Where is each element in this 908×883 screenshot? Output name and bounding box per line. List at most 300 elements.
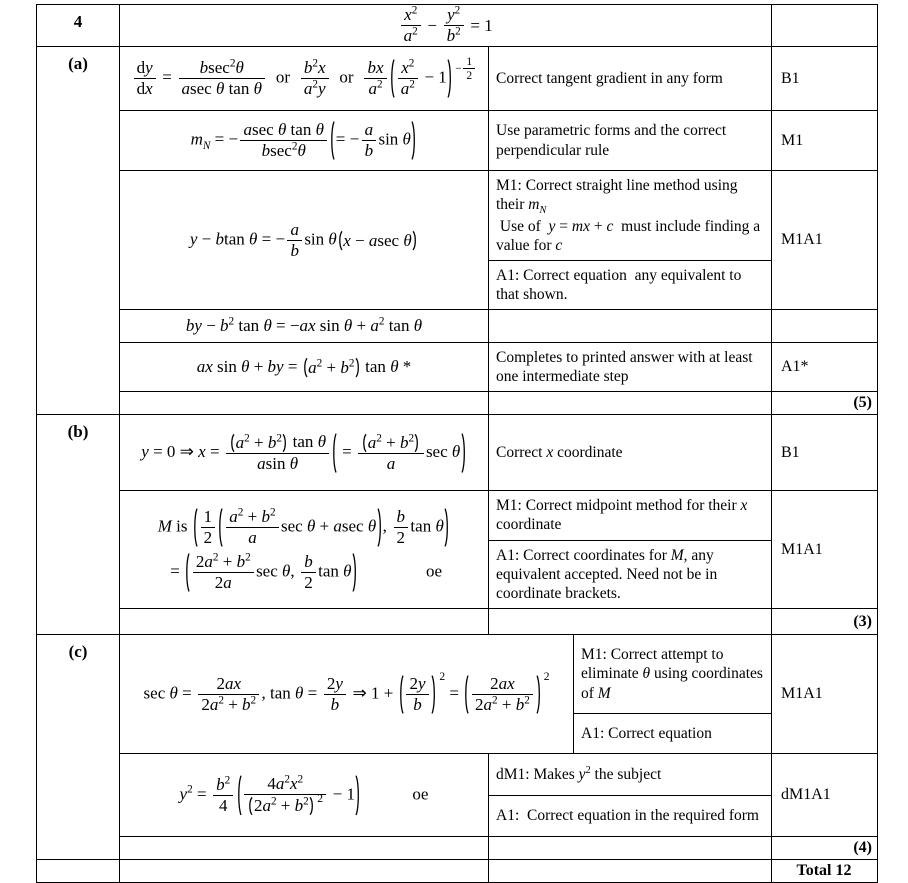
math-line [166,550,442,595]
fraction [362,120,377,161]
math-var: x [343,230,351,250]
math-text: M1: Correct attempt to eliminate [581,646,728,683]
fraction [301,58,329,99]
math-text: sec [425,441,452,461]
math-line [180,772,429,819]
math-var: y [335,673,343,693]
math-text: 2 [203,527,213,547]
superscript [251,694,257,706]
paren-glyph [352,553,357,592]
working-cell [120,754,489,836]
math-text: 2 [312,78,318,91]
part-label: (a) [37,47,120,414]
numerator [193,552,254,572]
math-text: Correct [496,443,547,461]
math-text: 2 [228,315,235,328]
math-text: 2 [237,505,244,518]
math-text: tan [318,561,344,581]
math-text: + [249,432,268,452]
comment-subcell [574,635,771,713]
superscript [245,551,251,563]
numerator [213,775,233,795]
part-body [120,635,877,859]
math-text: ⇒ 1 + [348,683,398,703]
math-var: y [141,441,149,461]
comment-text [496,806,764,825]
math-text: 2 [409,673,418,693]
math-var: y [417,673,426,693]
math-var: x [401,58,409,78]
math-var: M [670,546,684,564]
numerator [287,220,302,240]
comment-cell [489,343,772,391]
working-cell [120,111,489,170]
math-text: = [303,683,322,703]
math-var: a [368,230,378,250]
numerator [444,5,464,25]
math-var: N [539,205,547,217]
math-text: M1: Correct midpoint method for their [496,497,741,515]
numerator [463,55,475,69]
fraction [134,58,156,99]
comment-subcell [489,47,771,110]
math-text: 2 [276,431,282,444]
fraction [364,58,386,99]
math-text: A1: Correct equation in the required form [496,807,759,825]
question-number: 4 [37,5,120,46]
superscript [409,57,415,69]
math-var: b [294,796,304,816]
subscript [539,205,546,216]
math-var: a [368,79,377,99]
math-text: sec [208,58,230,78]
math-text: must include finding a value for [496,217,765,254]
comment-subcell [489,171,771,260]
superscript [412,4,418,16]
math-var: θ [169,683,178,703]
math-var: b [199,58,209,78]
part-body [120,415,877,634]
math-var: a [303,79,313,99]
paren-group [361,433,420,453]
mark-label: B1 [781,69,800,87]
math-var: x [740,497,748,515]
math-text: 4 [218,795,228,815]
superscript [455,4,461,16]
math-var: b [290,240,299,260]
numerator [362,120,377,140]
math-text: 2 [317,791,323,805]
math-var: M [157,516,172,535]
math-var: N [202,139,211,152]
math-text: or [267,67,299,87]
math-text: + [315,516,334,535]
superscript [303,796,309,808]
fraction [406,674,428,715]
superscript [409,432,415,444]
math-text: 2 [524,694,530,707]
mark-scheme-table [36,4,878,883]
math-text: 2 [291,140,298,153]
comment-text [496,217,764,255]
working-cell [120,860,489,882]
fraction [287,220,302,261]
math-var: θ [367,516,377,535]
math-text: Use of [496,217,549,235]
math-text: tan [410,516,436,535]
math-var: x [318,58,326,78]
fraction [226,507,278,548]
math-line [141,430,466,476]
fraction [226,432,329,474]
math-text: tan [223,229,250,249]
math-text: = [192,784,211,804]
math-text: tan [384,316,414,336]
subtotal-cell: (5) [853,394,872,412]
math-text: d [136,58,146,78]
math-text: 2 [250,694,257,707]
math-text: + [381,432,400,452]
math-text: = − [210,129,239,149]
math-text: = 0 ⇒ [148,441,199,461]
math-text: sec [341,516,368,535]
exponent [455,55,477,83]
math-text: 2 [284,773,290,786]
math-text: is [171,516,192,535]
math-text: 2 [297,773,304,786]
math-text: sin [265,453,290,473]
math-text: tan [224,79,254,99]
part-row [37,414,877,634]
math-var: y [447,5,455,24]
math-var: b [261,141,271,161]
math-var: θ [306,516,316,535]
scheme-row [120,170,877,309]
math-text: using coordinates of [581,665,767,702]
math-text: 2 [212,550,219,563]
math-text: , [290,561,299,581]
math-var: θ [282,561,291,581]
math-text: 2 [187,783,193,796]
comment-subcell [489,260,771,309]
math-var: θ [295,683,304,703]
math-var: θ [403,230,412,250]
comment-subcell [489,491,771,539]
math-text: 2 [270,795,277,808]
paren-glyph [447,59,452,98]
math-text: = 1 [466,15,493,35]
math-text: − 1 [420,67,447,87]
math-var: θ [263,316,272,336]
math-var: a [400,79,410,99]
comment-cell [489,609,772,634]
math-text: = [158,67,177,87]
question-number-cell [37,860,120,882]
math-var: θ [435,516,444,535]
math-var: y [189,229,198,249]
math-text: 2 [396,527,406,547]
fraction [398,58,418,99]
numerator [226,507,278,527]
math-var: ax [196,356,213,376]
math-var: b [304,551,313,571]
fraction [394,507,409,548]
math-text: sec [280,516,307,535]
comment-subcell [489,795,771,837]
comment-text [496,121,764,159]
paren-glyph [303,358,308,377]
comment-text [581,645,767,703]
denominator [472,694,533,715]
comment-text [496,69,764,88]
math-var: θ [343,561,352,581]
total-cell: Total 12 [796,862,852,880]
comment-cell [489,860,772,882]
math-var: b [236,551,246,571]
math-var: b [242,694,251,714]
comment-text [496,546,764,604]
superscript [270,506,276,518]
math-var: b [303,58,313,78]
paren-glyph [355,358,360,377]
denominator [193,572,254,593]
math-var: a [262,796,271,816]
math-var: a [333,516,342,535]
math-text: tan [234,316,264,336]
math-text: 4 [267,773,276,793]
comment-subcell [574,713,771,753]
math-text: d [136,79,146,99]
fraction [201,507,216,548]
numerator [226,432,329,453]
paren-group [463,674,541,715]
math-line [158,505,451,550]
paren-group [236,774,362,817]
math-text: A1: Correct coordinates for [496,546,671,564]
numerator [324,674,346,694]
denominator [394,527,409,548]
denominator [226,453,329,474]
math-text: + [352,316,371,336]
math-var: M [597,684,611,702]
math-text: sec [377,230,404,250]
working-cell [120,635,574,753]
paren-glyph [309,797,314,815]
math-text: 2 [585,764,591,776]
paren-group [184,552,358,593]
math-var: a [290,219,299,239]
math-text: , any equivalent accepted. Need not be in coordinate brackets. [496,546,722,602]
numerator [179,58,265,78]
math-text: , [382,516,392,535]
part-label: (b) [37,415,120,634]
mark-label: M1A1 [781,540,823,558]
math-line [131,56,477,101]
scheme-row [120,753,877,836]
comment-subcell [489,343,771,391]
paren-power-group [247,791,323,816]
math-text: sin [378,129,403,149]
math-text: coordinate [553,443,623,461]
math-var: c [606,217,614,235]
comment-cell [489,392,772,414]
exponent [544,670,550,684]
math-text: sec [143,683,170,703]
paren-group [337,230,418,251]
math-text: = [205,441,224,461]
math-var: a [181,79,190,99]
math-text: = − [335,129,360,149]
math-text: 1 [203,506,213,526]
mark-cell [772,310,877,341]
math-text: * [398,356,412,376]
mark-cell [772,415,877,490]
math-text: 2 [326,673,336,693]
superscript [377,78,383,90]
math-var: ax [224,673,241,693]
math-var: b [396,506,406,526]
superscript [524,694,530,706]
math-text: 2 [454,4,461,17]
math-var: by [185,316,202,336]
working-cell [120,837,489,859]
numerator [201,507,216,527]
math-text: sec [270,141,292,161]
math-var: a [204,551,213,571]
math-text: sin [212,356,242,376]
comment-text [496,348,764,386]
fraction [198,674,259,715]
math-var: θ [215,79,225,99]
paren-glyph [237,775,242,816]
fraction [401,5,421,46]
paren-glyph [332,433,337,473]
math-var: a [403,26,413,46]
math-text: 2 [214,572,224,592]
math-var: a [235,432,245,452]
comment-text [496,266,764,304]
math-text: − [350,230,369,250]
math-text: 2 [412,25,418,38]
question-equation [120,5,772,46]
working-cell [120,415,489,490]
paren-glyph [248,797,253,815]
comment-text [496,765,764,784]
math-text: 2 [378,315,385,328]
superscript [409,78,415,90]
paren-power-group [398,670,446,715]
math-text: 2 [216,673,225,693]
math-text: + [590,217,607,235]
math-text: = [165,561,185,581]
math-line [186,313,422,338]
math-text: 2 [312,57,318,70]
math-text: M1: Correct straight line method using their [496,177,742,214]
math-var: a [275,773,285,793]
math-var: m [190,129,203,149]
math-var: θ [328,229,337,249]
math-var: y [578,765,586,783]
mark-cell [772,171,877,309]
superscript [276,432,282,444]
subtotal-row [120,391,877,414]
numerator [406,674,428,694]
math-var: θ [451,441,461,461]
superscript [349,357,355,369]
math-text: 2 [244,431,250,444]
math-text: − [455,61,462,75]
paren-group [247,796,315,816]
math-text: sin [315,316,344,336]
mark-cell [772,343,877,391]
math-line [191,118,418,163]
math-text: − [423,15,442,35]
mark-label: M1 [781,131,804,149]
math-var: b [400,432,409,452]
math-var: θ [390,356,399,376]
numerator [301,552,316,572]
paren-glyph [399,675,404,714]
part-body [120,47,877,414]
math-text: = [337,441,356,461]
paren-power-group [389,54,477,99]
math-var: y [548,217,556,235]
denominator [358,453,423,474]
subtotal-cell: (4) [853,839,872,857]
denominator [364,78,386,99]
math-var: b [215,229,224,249]
math-text: − [197,229,216,249]
math-text: + [497,694,516,714]
math-var: a [248,527,257,547]
denominator [324,694,346,715]
math-text: 2 [316,357,323,370]
math-text: 2 [303,795,309,808]
exponent [317,792,323,806]
numerator [134,58,156,78]
math-var: θ [402,129,411,149]
numerator [358,432,423,453]
paren-glyph [536,675,541,714]
math-line [197,354,412,381]
denominator [287,240,302,261]
paren-power-group [463,670,550,715]
math-var: θ [317,431,327,451]
paren-group [398,674,438,715]
working-cell [120,609,489,634]
denominator [398,78,418,99]
denominator [301,78,329,99]
math-text: 2 [224,773,231,786]
working-cell [120,310,489,341]
math-var: a [223,572,232,592]
math-var: θ [642,665,651,683]
math-text: tan [288,431,318,451]
math-text: 2 [543,670,550,684]
math-var: ax [299,316,316,336]
scheme-row [120,309,877,341]
math-text: 2 [195,551,205,571]
math-var: ax [498,673,515,693]
math-text: the subject [590,765,662,783]
math-var: x [145,79,153,99]
paren-group [217,507,382,548]
math-text: 2 [376,431,382,444]
fraction [324,674,346,715]
math-text: + [249,356,268,376]
scheme-row [120,47,877,110]
paren-group [302,357,361,378]
